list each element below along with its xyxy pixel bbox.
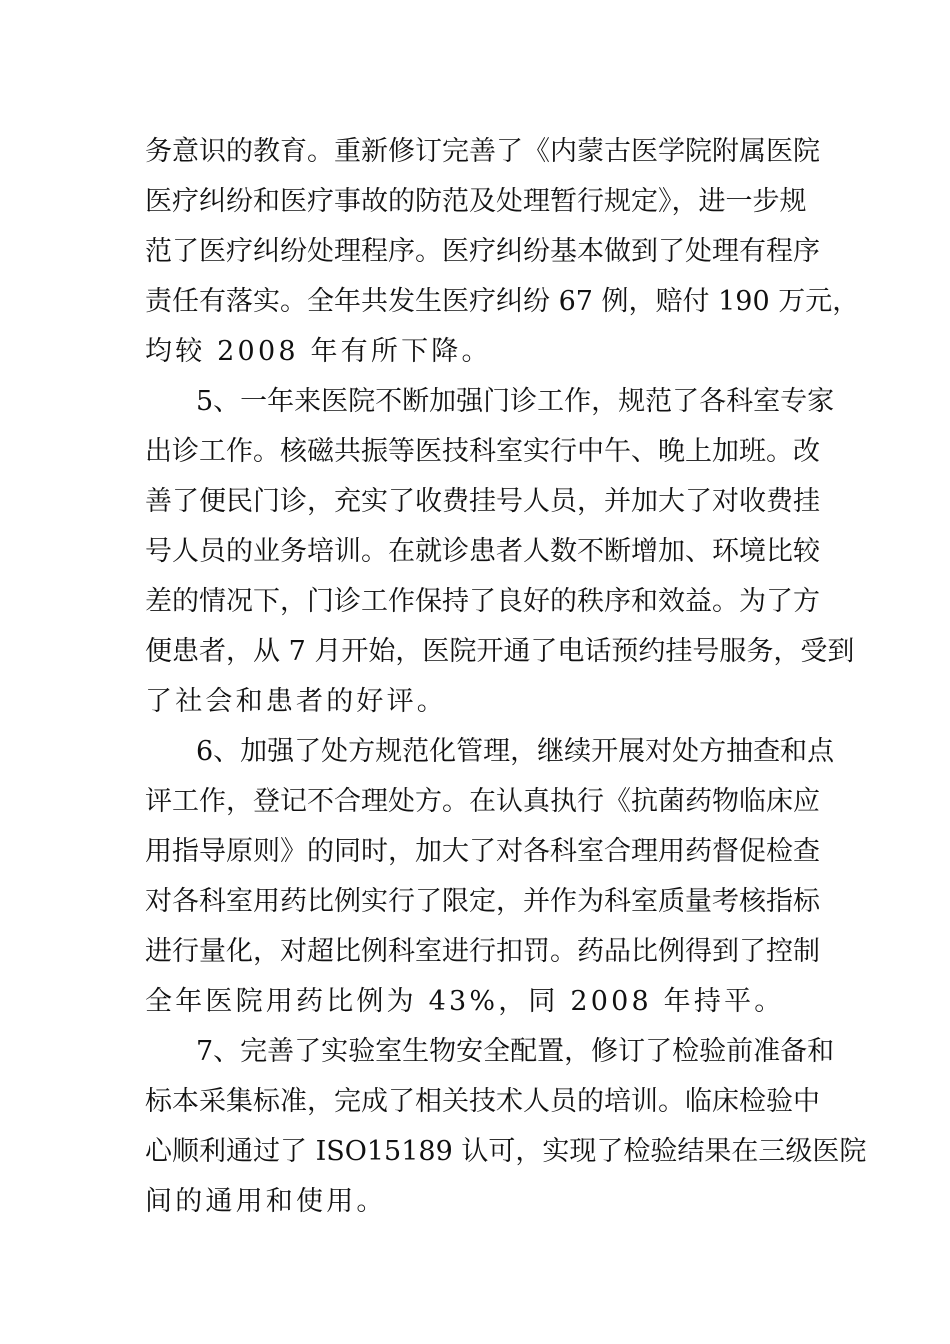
text-line: 责任有落实。全年共发生医疗纠纷 67 例，赔付 190 万元，	[145, 286, 860, 317]
text-line: 出诊工作。核磁共振等医技科室实行中午、晚上加班。改	[145, 436, 820, 467]
text-line: 号人员的业务培训。在就诊患者人数不断增加、环境比较	[145, 536, 820, 567]
text-line: 务意识的教育。重新修订完善了《内蒙古医学院附属医院	[145, 136, 820, 167]
text-line: 了社会和患者的好评。	[145, 686, 447, 717]
text-line: 善了便民门诊，充实了收费挂号人员，并加大了对收费挂	[145, 486, 820, 517]
text-line: 标本采集标准，完成了相关技术人员的培训。临床检验中	[145, 1086, 820, 1117]
text-line: 便患者，从 7 月开始，医院开通了电话预约挂号服务，受到	[145, 636, 855, 667]
text-line: 对各科室用药比例实行了限定，并作为科室质量考核指标	[145, 886, 820, 917]
paragraph-6-first-line: 6、加强了处方规范化管理，继续开展对处方抽查和点	[196, 736, 835, 767]
text-line: 均较 2008 年有所下降。	[145, 336, 492, 367]
text-line: 用指导原则》的同时，加大了对各科室合理用药督促检查	[145, 836, 820, 867]
text-line: 评工作，登记不合理处方。在认真执行《抗菌药物临床应	[145, 786, 820, 817]
paragraph-5-first-line: 5、一年来医院不断加强门诊工作，规范了各科室专家	[196, 386, 835, 417]
text-line: 医疗纠纷和医疗事故的防范及处理暂行规定》，进一步规	[145, 186, 807, 217]
text-line: 间的通用和使用。	[145, 1186, 387, 1217]
text-line: 全年医院用药比例为 43%，同 2008 年持平。	[145, 986, 785, 1017]
text-line: 进行量化，对超比例科室进行扣罚。药品比例得到了控制	[145, 936, 820, 967]
text-line: 心顺利通过了 ISO15189 认可，实现了检验结果在三级医院	[145, 1136, 867, 1167]
text-line: 范了医疗纠纷处理程序。医疗纠纷基本做到了处理有程序	[145, 236, 820, 267]
text-line: 差的情况下，门诊工作保持了良好的秩序和效益。为了方	[145, 586, 820, 617]
paragraph-7-first-line: 7、完善了实验室生物安全配置，修订了检验前准备和	[196, 1036, 835, 1067]
